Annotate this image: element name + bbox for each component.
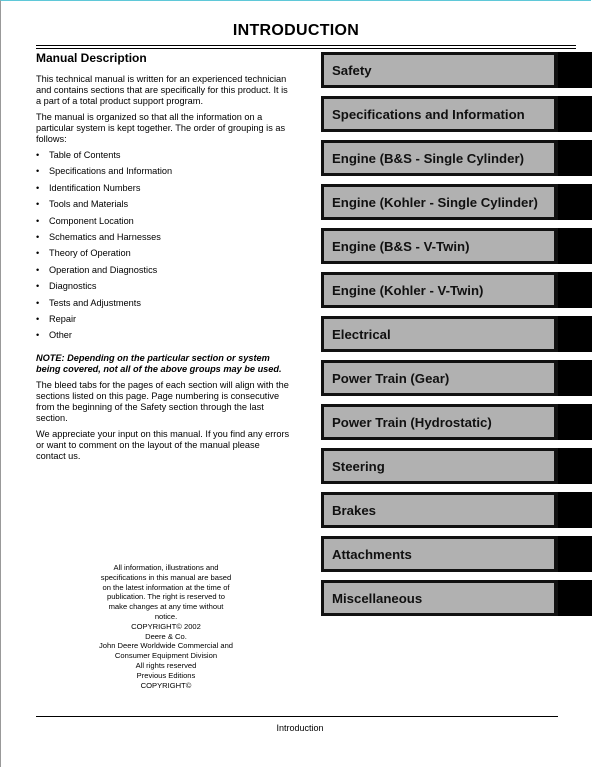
section-tab-engine-kohler-vtwin[interactable] <box>321 272 592 308</box>
section-tab-engine-kohler-single[interactable] <box>321 184 592 220</box>
header-rule-secondary <box>36 48 576 49</box>
section-tab-label: Brakes <box>324 495 554 525</box>
list-item: • Operation and Diagnostics <box>36 265 290 281</box>
footer-rule <box>36 716 558 717</box>
list-item: • Schematics and Harnesses <box>36 232 290 248</box>
list-item: • Diagnostics <box>36 281 290 297</box>
section-tab-attachments[interactable] <box>321 536 592 572</box>
section-tab-steering[interactable] <box>321 448 592 484</box>
bleed-tab-edge <box>558 184 592 220</box>
page-title: INTRODUCTION <box>232 22 360 39</box>
section-heading: Manual Description <box>36 51 147 65</box>
page-footer: Introduction <box>276 723 324 733</box>
list-item: • Theory of Operation <box>36 248 290 264</box>
bleed-tab-edge <box>558 52 592 88</box>
list-item: • Tools and Materials <box>36 199 290 215</box>
bleed-tab-edge <box>558 316 592 352</box>
header-rule <box>36 45 576 46</box>
section-tab-label: Engine (Kohler - V-Twin) <box>324 275 554 305</box>
section-tab-safety[interactable] <box>321 52 592 88</box>
section-tab-specifications[interactable] <box>321 96 592 132</box>
section-tab-label: Safety <box>324 55 554 85</box>
intro-paragraph: This technical manual is written for an experienced technician and contains sections that are specifically for this product. It is a part of a total product support program. <box>36 74 288 106</box>
bleed-tabs-paragraph: The bleed tabs for the pages of each section will align with the sections listed on this page. Page numbering is consecutive from the beginning of the Safety section through the last section. <box>36 379 289 423</box>
bleed-tab-edge <box>558 536 592 572</box>
bleed-tab-edge <box>558 140 592 176</box>
copyright-line: make changes at any time without <box>108 602 224 612</box>
copyright-line: All rights reserved <box>135 660 197 670</box>
copyright-line: Deere & Co. <box>145 631 187 641</box>
bleed-tab-edge <box>558 448 592 484</box>
copyright-line: Consumer Equipment Division <box>114 651 218 661</box>
copyright-line: on the latest information at the time of <box>102 582 230 592</box>
section-tab-label: Electrical <box>324 319 554 349</box>
bleed-tab-edge <box>558 580 592 616</box>
list-item: • Specifications and Information <box>36 166 290 182</box>
list-item: • Component Location <box>36 216 290 232</box>
feedback-paragraph: We appreciate your input on this manual. If you find any errors or want to comment on the layout of the manual please contact us. <box>36 428 290 461</box>
note-text: NOTE: Depending on the particular section or system being covered, not all of the above groups may be used. <box>36 352 282 374</box>
section-tab-engine-bs-single[interactable] <box>321 140 592 176</box>
bleed-tab-edge <box>558 404 592 440</box>
copyright-line: All information, illustrations and <box>113 563 219 572</box>
section-tab-label: Power Train (Gear) <box>324 363 554 393</box>
list-item: • Identification Numbers <box>36 183 290 199</box>
section-tab-label: Miscellaneous <box>324 583 554 613</box>
copyright-line: COPYRIGHT© <box>140 680 192 690</box>
copyright-line: specifications in this manual are based <box>100 572 232 582</box>
manual-description <box>36 50 290 467</box>
section-tab-label: Engine (B&S - Single Cylinder) <box>324 143 554 173</box>
section-tab-label: Attachments <box>324 539 554 569</box>
section-tab-label: Power Train (Hydrostatic) <box>324 407 554 437</box>
group-list <box>36 150 290 347</box>
bleed-tab-edge <box>558 228 592 264</box>
copyright-notice <box>96 563 236 690</box>
list-item: • Tests and Adjustments <box>36 298 290 314</box>
section-tabs <box>321 52 592 624</box>
copyright-line: Previous Editions <box>136 670 196 680</box>
copyright-line: publication. The right is reserved to <box>106 592 226 602</box>
section-tab-miscellaneous[interactable] <box>321 580 592 616</box>
organization-paragraph: The manual is organized so that all the information on a particular system is kept together. The order of grouping is as follows: <box>36 112 286 144</box>
bleed-tab-edge <box>558 272 592 308</box>
section-tab-electrical[interactable] <box>321 316 592 352</box>
bleed-tab-edge <box>558 360 592 396</box>
copyright-line: John Deere Worldwide Commercial and <box>98 641 234 651</box>
section-tab-engine-bs-vtwin[interactable] <box>321 228 592 264</box>
section-tab-power-train-gear[interactable] <box>321 360 592 396</box>
section-tab-power-train-hydrostatic[interactable] <box>321 404 592 440</box>
section-tab-label: Engine (B&S - V-Twin) <box>324 231 554 261</box>
section-tab-label: Engine (Kohler - Single Cylinder) <box>324 187 554 217</box>
bleed-tab-edge <box>558 96 592 132</box>
section-tab-brakes[interactable] <box>321 492 592 528</box>
section-tab-label: Steering <box>324 451 554 481</box>
list-item: • Repair <box>36 314 290 330</box>
list-item: • Other <box>36 330 290 346</box>
bleed-tab-edge <box>558 492 592 528</box>
section-tab-label: Specifications and Information <box>324 99 554 129</box>
list-item: • Table of Contents <box>36 150 290 166</box>
copyright-line: notice. <box>154 611 178 621</box>
copyright-line: COPYRIGHT© 2002 <box>131 621 201 631</box>
